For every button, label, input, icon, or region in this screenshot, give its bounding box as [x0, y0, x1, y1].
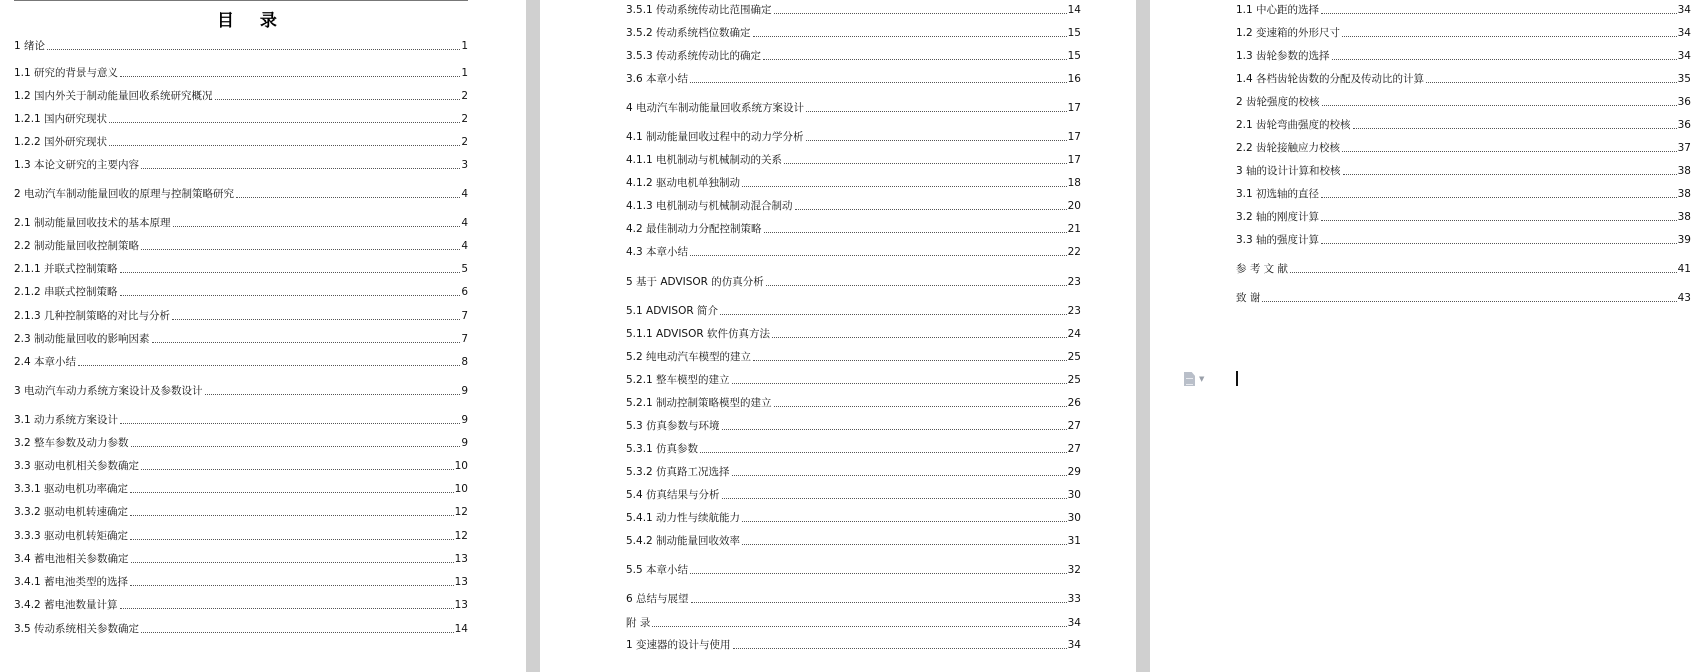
toc-entry[interactable]	[1236, 93, 1691, 109]
toc-dot-leader	[1321, 13, 1677, 14]
toc-entry[interactable]	[1236, 24, 1691, 40]
toc-entry-title: 参 考 文 献	[1236, 263, 1289, 275]
toc-entry[interactable]	[626, 590, 1081, 606]
toc-entry[interactable]	[14, 527, 468, 543]
toc-entry-title: 4.2 最佳制动力分配控制策略	[626, 223, 762, 235]
toc-entry-page-number: 1	[461, 67, 468, 79]
toc-entry[interactable]	[626, 243, 1081, 259]
toc-entry-page-number: 30	[1067, 512, 1081, 524]
toc-entry[interactable]	[14, 64, 468, 80]
toc-entry-title: 5.1.1 ADVISOR 软件仿真方法	[626, 328, 770, 340]
toc-entry[interactable]	[626, 70, 1081, 86]
toc-entry-title: 2 齿轮强度的校核	[1236, 96, 1320, 108]
toc-entry-page-number: 30	[1067, 489, 1081, 501]
toc-entry-title: 1.1 研究的背景与意义	[14, 67, 119, 79]
toc-entry-title: 3.1 初选轴的直径	[1236, 188, 1320, 200]
toc-entry-page-number: 25	[1067, 374, 1081, 386]
page-gutter	[1136, 0, 1150, 672]
toc-entry[interactable]	[1236, 116, 1691, 132]
toc-entry[interactable]	[626, 371, 1081, 387]
toc-dot-leader	[720, 314, 1067, 315]
toc-entry[interactable]	[626, 561, 1081, 577]
toc-entry[interactable]	[14, 596, 468, 612]
toc-dot-leader	[795, 209, 1067, 210]
toc-entry-page-number: 18	[1067, 177, 1081, 189]
toc-entry-page-number: 4	[461, 240, 468, 252]
toc-entry-title: 2.1.3 几种控制策略的对比与分析	[14, 310, 171, 322]
toc-dot-leader	[806, 111, 1067, 112]
toc-dot-leader	[152, 342, 461, 343]
toc-entry-page-number: 7	[461, 333, 468, 345]
toc-entry[interactable]	[626, 463, 1081, 479]
toc-entry-title: 4.3 本章小结	[626, 246, 689, 258]
toc-entry-title: 3.2 轴的刚度计算	[1236, 211, 1320, 223]
toc-entry[interactable]	[1236, 260, 1691, 276]
toc-dot-leader	[1332, 59, 1677, 60]
toc-dot-leader	[690, 82, 1067, 83]
toc-dot-leader	[120, 272, 461, 273]
toc-entry[interactable]	[626, 614, 1081, 630]
toc-entry-page-number: 2	[461, 113, 468, 125]
toc-entry-page-number: 17	[1067, 102, 1081, 114]
toc-dot-leader	[236, 197, 460, 198]
toc-entry[interactable]	[626, 47, 1081, 63]
toc-entry[interactable]	[14, 185, 468, 201]
toc-entry-title: 3 轴的设计计算和校核	[1236, 165, 1341, 177]
toc-entry[interactable]	[626, 174, 1081, 190]
toc-entry-page-number: 1	[461, 40, 468, 52]
toc-entry-page-number: 13	[454, 553, 468, 565]
toc-entry-page-number: 38	[1677, 211, 1691, 223]
toc-dot-leader	[774, 406, 1067, 407]
toc-dot-leader	[130, 539, 454, 540]
toc-entry-title: 2.2 齿轮接触应力校核	[1236, 142, 1341, 154]
toc-entry-title: 5 基于 ADVISOR 的仿真分析	[626, 276, 764, 288]
toc-entry-title: 4.1.1 电机制动与机械制动的关系	[626, 154, 783, 166]
toc-dot-leader	[1321, 243, 1677, 244]
toc-dot-leader	[764, 232, 1067, 233]
toc-dot-leader	[806, 140, 1067, 141]
toc-entry-title: 5.2 纯电动汽车模型的建立	[626, 351, 752, 363]
toc-dot-leader	[753, 360, 1067, 361]
toc-entry[interactable]	[14, 411, 468, 427]
toc-entry-title: 5.4.2 制动能量回收效率	[626, 535, 741, 547]
toc-entry-page-number: 4	[461, 217, 468, 229]
toc-dot-leader	[772, 337, 1067, 338]
toc-entry-title: 3.1 动力系统方案设计	[14, 414, 119, 426]
toc-entry-page-number: 35	[1677, 73, 1691, 85]
toc-entry-page-number: 34	[1677, 27, 1691, 39]
toc-entry-title: 1.2.1 国内研究现状	[14, 113, 108, 125]
toc-entry-page-number: 37	[1677, 142, 1691, 154]
paste-options-icon[interactable]	[1184, 371, 1212, 387]
toc-entry-page-number: 17	[1067, 154, 1081, 166]
toc-entry-page-number: 5	[461, 263, 468, 275]
toc-entry-title: 3.5.2 传动系统档位数确定	[626, 27, 751, 39]
toc-entry-page-number: 33	[1067, 593, 1081, 605]
page-gutter	[526, 0, 540, 672]
toc-entry-page-number: 12	[454, 530, 468, 542]
toc-entry-page-number: 15	[1067, 50, 1081, 62]
toc-entry[interactable]	[626, 486, 1081, 502]
toc-entry-title: 2.4 本章小结	[14, 356, 77, 368]
toc-dot-leader	[722, 429, 1067, 430]
toc-entry[interactable]	[14, 110, 468, 126]
text-cursor	[1236, 371, 1238, 386]
toc-dot-leader	[1322, 105, 1677, 106]
toc-entry-page-number: 23	[1067, 276, 1081, 288]
toc-entry-page-number: 9	[461, 385, 468, 397]
toc-entry-title: 1.3 齿轮参数的选择	[1236, 50, 1330, 62]
toc-entry-page-number: 27	[1067, 420, 1081, 432]
toc-entry-title: 1.2.2 国外研究现状	[14, 136, 108, 148]
toc-entry[interactable]	[626, 220, 1081, 236]
toc-entry[interactable]	[14, 133, 468, 149]
toc-entry-title: 1.4 各档齿轮齿数的分配及传动比的计算	[1236, 73, 1425, 85]
toc-dot-leader	[700, 452, 1067, 453]
toc-entry-title: 3.4 蓄电池相关参数确定	[14, 553, 129, 565]
toc-entry-page-number: 17	[1067, 131, 1081, 143]
toc-entry-title: 3.6 本章小结	[626, 73, 689, 85]
toc-entry-title: 5.3.1 仿真参数	[626, 443, 699, 455]
toc-entry-title: 2.3 制动能量回收的影响因素	[14, 333, 150, 345]
toc-entry-page-number: 34	[1067, 617, 1081, 629]
toc-dot-leader	[173, 226, 461, 227]
toc-entry-page-number: 25	[1067, 351, 1081, 363]
toc-dot-leader	[215, 99, 461, 100]
toc-entry[interactable]	[14, 237, 468, 253]
toc-entry[interactable]	[626, 394, 1081, 410]
toc-entry-page-number: 10	[454, 483, 468, 495]
toc-entry[interactable]	[1236, 70, 1691, 86]
toc-entry-title: 2.1.2 串联式控制策略	[14, 286, 118, 298]
toc-dot-leader	[784, 163, 1067, 164]
toc-entry[interactable]	[626, 273, 1081, 289]
toc-dot-leader	[1321, 197, 1677, 198]
toc-dot-leader	[130, 515, 454, 516]
toc-entry-title: 4 电动汽车制动能量回收系统方案设计	[626, 102, 805, 114]
toc-entry-page-number: 12	[454, 506, 468, 518]
toc-entry-page-number: 41	[1677, 263, 1691, 275]
toc-entry[interactable]	[14, 307, 468, 323]
toc-entry[interactable]	[14, 573, 468, 589]
toc-entry-title: 3.3.3 驱动电机转矩确定	[14, 530, 129, 542]
toc-entry[interactable]	[1236, 1, 1691, 17]
toc-entry[interactable]	[14, 214, 468, 230]
toc-dot-leader	[733, 648, 1067, 649]
toc-dot-leader	[732, 383, 1067, 384]
toc-dot-leader	[753, 36, 1067, 37]
toc-entry[interactable]	[626, 325, 1081, 341]
toc-entry[interactable]	[626, 128, 1081, 144]
toc-entry-page-number: 9	[461, 437, 468, 449]
toc-entry-title: 2.2 制动能量回收控制策略	[14, 240, 140, 252]
toc-dot-leader	[131, 446, 461, 447]
toc-entry-title: 3.5 传动系统相关参数确定	[14, 623, 140, 635]
toc-dot-leader	[1343, 174, 1677, 175]
toc-dot-leader	[1262, 301, 1676, 302]
toc-entry-title: 3.4.2 蓄电池数量计算	[14, 599, 118, 611]
toc-entry-title: 3.5.3 传动系统传动比的确定	[626, 50, 762, 62]
toc-dot-leader	[141, 632, 454, 633]
toc-entry-page-number: 22	[1067, 246, 1081, 258]
toc-entry-title: 1.1 中心距的选择	[1236, 4, 1320, 16]
toc-entry[interactable]	[1236, 289, 1691, 305]
document-icon	[1184, 372, 1195, 386]
toc-entry[interactable]	[14, 37, 468, 53]
toc-dot-leader	[120, 608, 454, 609]
toc-dot-leader	[690, 255, 1067, 256]
toc-entry[interactable]	[14, 382, 468, 398]
toc-dot-leader	[732, 475, 1067, 476]
toc-entry[interactable]	[14, 330, 468, 346]
toc-dot-leader	[109, 145, 460, 146]
toc-entry-title: 3.5.1 传动系统传动比范围确定	[626, 4, 772, 16]
toc-entry-page-number: 36	[1677, 96, 1691, 108]
toc-entry[interactable]	[626, 636, 1081, 652]
toc-entry-page-number: 29	[1067, 466, 1081, 478]
toc-entry-page-number: 34	[1677, 4, 1691, 16]
toc-entry-title: 5.2.1 制动控制策略模型的建立	[626, 397, 772, 409]
toc-entry-page-number: 34	[1067, 639, 1081, 651]
toc-entry-title: 6 总结与展望	[626, 593, 689, 605]
toc-entry-page-number: 7	[461, 310, 468, 322]
toc-entry-title: 2.1 齿轮弯曲强度的校核	[1236, 119, 1351, 131]
page-top-rule	[14, 0, 468, 1]
toc-dot-leader	[120, 423, 460, 424]
toc-entry-page-number: 6	[461, 286, 468, 298]
toc-entry[interactable]	[14, 353, 468, 369]
toc-entry[interactable]	[626, 1, 1081, 17]
toc-dot-leader	[78, 365, 460, 366]
toc-entry-page-number: 38	[1677, 188, 1691, 200]
toc-entry-title: 2.1 制动能量回收技术的基本原理	[14, 217, 171, 229]
toc-entry-title: 致 谢	[1236, 292, 1261, 304]
toc-entry-title: 1 绪论	[14, 40, 46, 52]
toc-entry-page-number: 39	[1677, 234, 1691, 246]
toc-entry-page-number: 10	[454, 460, 468, 472]
toc-entry-title: 1 变速器的设计与使用	[626, 639, 731, 651]
toc-entry[interactable]	[14, 283, 468, 299]
toc-entry-page-number: 34	[1677, 50, 1691, 62]
toc-dot-leader	[120, 76, 460, 77]
toc-dot-leader	[742, 521, 1067, 522]
toc-entry-page-number: 27	[1067, 443, 1081, 455]
toc-entry-title: 5.4 仿真结果与分析	[626, 489, 720, 501]
toc-entry-page-number: 20	[1067, 200, 1081, 212]
toc-entry-title: 3.3 驱动电机相关参数确定	[14, 460, 140, 472]
toc-dot-leader	[1426, 82, 1677, 83]
chevron-down-icon: ▼	[1199, 375, 1205, 383]
toc-dot-leader	[774, 13, 1067, 14]
toc-entry-page-number: 2	[461, 90, 468, 102]
toc-entry[interactable]	[626, 151, 1081, 167]
toc-dot-leader	[205, 394, 461, 395]
toc-entry-page-number: 24	[1067, 328, 1081, 340]
toc-entry[interactable]	[14, 457, 468, 473]
toc-dot-leader	[130, 492, 454, 493]
toc-entry-title: 附 录	[626, 617, 651, 629]
toc-entry-page-number: 2	[461, 136, 468, 148]
toc-dot-leader	[131, 562, 454, 563]
toc-dot-leader	[742, 544, 1067, 545]
toc-dot-leader	[141, 168, 460, 169]
toc-entry-page-number: 43	[1677, 292, 1691, 304]
toc-entry-title: 3.4.1 蓄电池类型的选择	[14, 576, 129, 588]
toc-dot-leader	[1353, 128, 1677, 129]
toc-dot-leader	[141, 469, 454, 470]
toc-entry-page-number: 16	[1067, 73, 1081, 85]
toc-entry[interactable]	[626, 509, 1081, 525]
toc-dot-leader	[1321, 220, 1677, 221]
toc-entry[interactable]	[626, 532, 1081, 548]
toc-dot-leader	[1342, 151, 1677, 152]
toc-entry[interactable]	[14, 503, 468, 519]
toc-entry[interactable]	[14, 620, 468, 636]
toc-entry[interactable]	[14, 87, 468, 103]
toc-dot-leader	[120, 295, 461, 296]
toc-entry-title: 3.3.2 驱动电机转速确定	[14, 506, 129, 518]
toc-entry-title: 1.2 变速箱的外形尺寸	[1236, 27, 1341, 39]
toc-entry-page-number: 9	[461, 414, 468, 426]
toc-entry-title: 4.1.3 电机制动与机械制动混合制动	[626, 200, 793, 212]
toc-entry-page-number: 31	[1067, 535, 1081, 547]
toc-entry[interactable]	[1236, 231, 1691, 247]
toc-entry-title: 5.5 本章小结	[626, 564, 689, 576]
toc-dot-leader	[130, 585, 454, 586]
toc-entry[interactable]	[626, 197, 1081, 213]
toc-entry[interactable]	[14, 156, 468, 172]
toc-entry[interactable]	[626, 440, 1081, 456]
toc-entry-title: 3.3.1 驱动电机功率确定	[14, 483, 129, 495]
toc-entry[interactable]	[1236, 208, 1691, 224]
toc-dot-leader	[47, 49, 460, 50]
toc-entry-title: 1.3 本论文研究的主要内容	[14, 159, 140, 171]
toc-title: 目 录	[217, 11, 287, 31]
toc-entry-title: 1.2 国内外关于制动能量回收系统研究概况	[14, 90, 213, 102]
toc-dot-leader	[1342, 36, 1677, 37]
toc-dot-leader	[109, 122, 460, 123]
toc-entry[interactable]	[14, 260, 468, 276]
toc-entry[interactable]	[1236, 139, 1691, 155]
toc-entry-title: 3 电动汽车动力系统方案设计及参数设计	[14, 385, 203, 397]
toc-entry-page-number: 14	[1067, 4, 1081, 16]
toc-entry-title: 4.1.2 驱动电机单独制动	[626, 177, 741, 189]
toc-dot-leader	[1290, 272, 1677, 273]
toc-entry-page-number: 32	[1067, 564, 1081, 576]
toc-entry-page-number: 36	[1677, 119, 1691, 131]
toc-entry-title: 3.3 轴的强度计算	[1236, 234, 1320, 246]
toc-entry[interactable]	[1236, 185, 1691, 201]
toc-dot-leader	[690, 573, 1067, 574]
toc-entry-title: 3.2 整车参数及动力参数	[14, 437, 129, 449]
toc-entry-page-number: 13	[454, 576, 468, 588]
toc-dot-leader	[141, 249, 460, 250]
toc-entry-page-number: 26	[1067, 397, 1081, 409]
toc-entry[interactable]	[14, 480, 468, 496]
toc-entry[interactable]	[626, 24, 1081, 40]
toc-dot-leader	[172, 319, 460, 320]
toc-entry-title: 5.3.2 仿真路工况选择	[626, 466, 730, 478]
toc-entry-title: 2.1.1 并联式控制策略	[14, 263, 118, 275]
toc-entry[interactable]	[626, 417, 1081, 433]
toc-entry-page-number: 38	[1677, 165, 1691, 177]
toc-entry-page-number: 21	[1067, 223, 1081, 235]
toc-dot-leader	[722, 498, 1067, 499]
toc-entry-title: 5.3 仿真参数与环境	[626, 420, 720, 432]
toc-dot-leader	[652, 626, 1066, 627]
toc-entry[interactable]	[14, 550, 468, 566]
toc-entry-page-number: 3	[461, 159, 468, 171]
toc-entry-title: 5.4.1 动力性与续航能力	[626, 512, 741, 524]
toc-entry-page-number: 23	[1067, 305, 1081, 317]
toc-dot-leader	[691, 602, 1067, 603]
toc-entry-page-number: 13	[454, 599, 468, 611]
toc-entry-title: 4.1 制动能量回收过程中的动力学分析	[626, 131, 804, 143]
toc-entry-title: 2 电动汽车制动能量回收的原理与控制策略研究	[14, 188, 235, 200]
toc-dot-leader	[742, 186, 1067, 187]
toc-entry[interactable]	[1236, 162, 1691, 178]
toc-entry[interactable]	[626, 302, 1081, 318]
toc-entry[interactable]	[626, 348, 1081, 364]
toc-dot-leader	[766, 285, 1067, 286]
toc-entry[interactable]	[626, 99, 1081, 115]
toc-entry-page-number: 15	[1067, 27, 1081, 39]
toc-entry-page-number: 4	[461, 188, 468, 200]
toc-entry-page-number: 14	[454, 623, 468, 635]
toc-entry-title: 5.1 ADVISOR 简介	[626, 305, 718, 317]
toc-dot-leader	[763, 59, 1067, 60]
toc-entry[interactable]	[1236, 47, 1691, 63]
toc-entry[interactable]	[14, 434, 468, 450]
toc-entry-title: 5.2.1 整车模型的建立	[626, 374, 730, 386]
toc-entry-page-number: 8	[461, 356, 468, 368]
